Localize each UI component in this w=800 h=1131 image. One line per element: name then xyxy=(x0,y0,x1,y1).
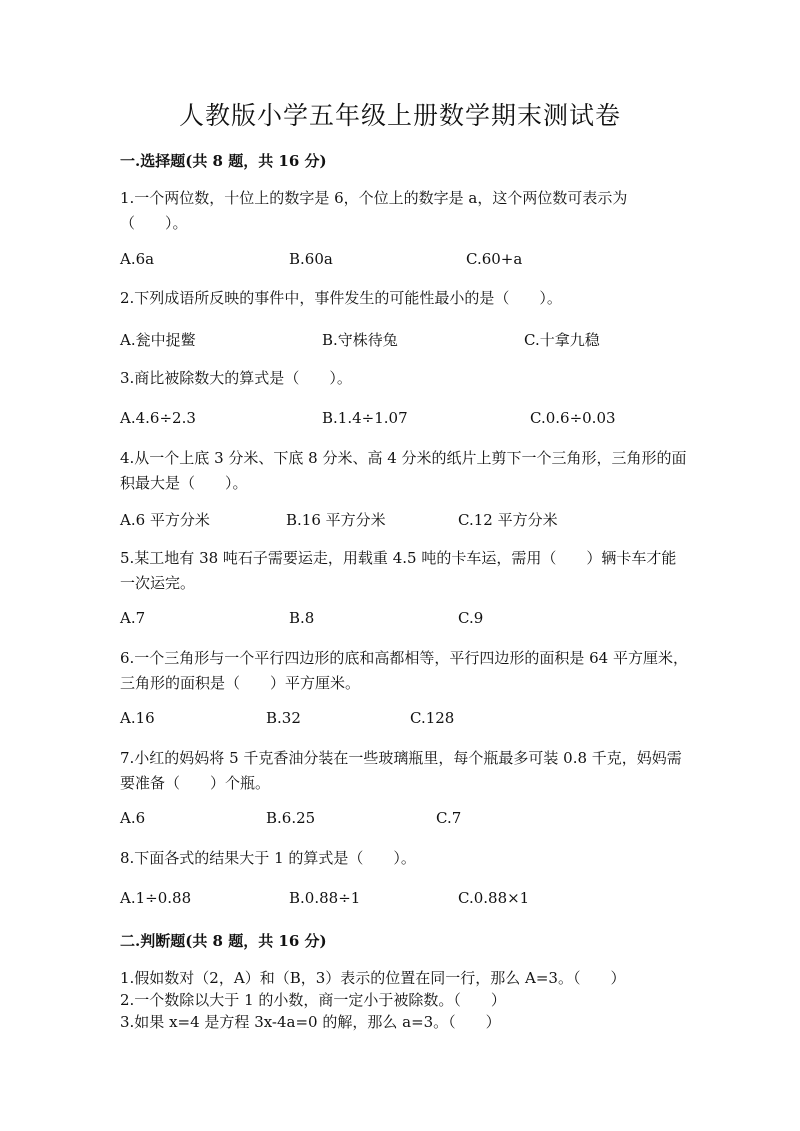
section-heading-judgement: 二.判断题(共 8 题，共 16 分) xyxy=(120,932,327,950)
q6-option-c: C.128 xyxy=(410,709,455,727)
q4-option-a: A.6 平方分米 xyxy=(120,511,210,529)
q7-option-b: B.6.25 xyxy=(266,809,316,827)
question-8: 8.下面各式的结果大于 1 的算式是（ ）。 xyxy=(120,849,416,867)
q7-option-c: C.7 xyxy=(436,809,462,827)
q1-option-b: B.60a xyxy=(289,250,333,268)
q2-option-c: C.十拿九稳 xyxy=(524,331,600,349)
q3-option-a: A.4.6÷2.3 xyxy=(120,409,196,427)
q6-option-b: B.32 xyxy=(266,709,301,727)
q2-option-a: A.瓮中捉鳖 xyxy=(120,331,196,349)
judgement-question-2: 2.一个数除以大于 1 的小数，商一定小于被除数。（ ） xyxy=(120,991,506,1009)
q6-option-a: A.16 xyxy=(120,709,155,727)
question-1: 1.一个两位数，十位上的数字是 6，个位上的数字是 a，这个两位数可表示为（ ）。 xyxy=(120,189,628,232)
q5-option-a: A.7 xyxy=(120,609,146,627)
judgement-question-3: 3.如果 x=4 是方程 3x-4a=0 的解，那么 a=3。（ ） xyxy=(120,1013,501,1031)
q5-option-b: B.8 xyxy=(289,609,315,627)
question-5: 5.某工地有 38 吨石子需要运走，用载重 4.5 吨的卡车运，需用（ ）辆卡车才能一次运完。 xyxy=(120,549,677,592)
q8-option-c: C.0.88×1 xyxy=(458,889,530,907)
q1-option-c: C.60+a xyxy=(466,250,523,268)
q8-option-a: A.1÷0.88 xyxy=(120,889,192,907)
question-6: 6.一个三角形与一个平行四边形的底和高都相等，平行四边形的面积是 64 平方厘米，三角形的面积是（ ）平方厘米。 xyxy=(120,649,688,692)
q7-option-a: A.6 xyxy=(120,809,146,827)
q4-option-c: C.12 平方分米 xyxy=(458,511,558,529)
question-7: 7.小红的妈妈将 5 千克香油分装在一些玻璃瓶里，每个瓶最多可装 0.8 千克，妈妈需要准备（ ）个瓶。 xyxy=(120,749,682,792)
q1-option-a: A.6a xyxy=(120,250,155,268)
question-4: 4.从一个上底 3 分米、下底 8 分米、高 4 分米的纸片上剪下一个三角形，三角形的面积最大是（ ）。 xyxy=(120,449,687,492)
judgement-question-1: 1.假如数对（2，A）和（B，3）表示的位置在同一行，那么 A=3。（ ） xyxy=(120,969,626,987)
question-2: 2.下列成语所反映的事件中，事件发生的可能性最小的是（ ）。 xyxy=(120,289,562,307)
q3-option-c: C.0.6÷0.03 xyxy=(530,409,616,427)
q4-option-b: B.16 平方分米 xyxy=(286,511,386,529)
q8-option-b: B.0.88÷1 xyxy=(289,889,361,907)
q5-option-c: C.9 xyxy=(458,609,484,627)
q3-option-b: B.1.4÷1.07 xyxy=(322,409,408,427)
question-3: 3.商比被除数大的算式是（ ）。 xyxy=(120,369,352,387)
section-heading-choice: 一.选择题(共 8 题，共 16 分) xyxy=(120,152,327,170)
q2-option-b: B.守株待兔 xyxy=(322,331,398,349)
page-title: 人教版小学五年级上册数学期末测试卷 xyxy=(178,101,621,130)
